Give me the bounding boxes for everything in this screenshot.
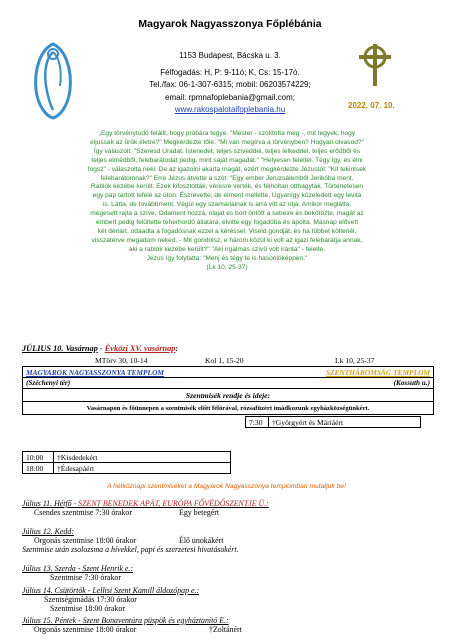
church-right-sub: (Kossuth u.) [255, 378, 433, 389]
day-heading: Július 12. Kedd: [22, 527, 74, 536]
sunday-heading [22, 344, 178, 353]
day-line: Szentmise 18:00 órakor [50, 604, 125, 613]
parish-contact [110, 51, 350, 117]
day-line: Orgonás szentmise 18:00 órakor †Zoltánért [34, 625, 242, 634]
office-hours: Félfogadás: H, P: 9-11ó; K, Cs: 15-17ó. [160, 67, 300, 77]
phone-line: Tel./fax: 06-1-307-6315; mobil: 06203574229; [149, 80, 311, 89]
gospel-line: teljes elmédből, felebarátodat pedig, mint saját magadat." "Helyesen feleltél. Tégy így, és élni [91, 156, 363, 164]
parish-title: Magyarok Nagyasszonya Főplébánia [138, 18, 322, 30]
sunday-sep: - [97, 344, 105, 353]
gospel-line: eljussak az örök életre?" Megkérdezte tőle: "Mi van megírva a törvényben? Hogyan olvasod?" [90, 138, 364, 146]
website-link[interactable]: www.rakospalotaifoplebania.hu [174, 105, 286, 114]
day-block [22, 616, 242, 634]
gospel-line: embert pedig felültette teherhordó állatára, elvitte egy fogadóba és ápolta. Másnap elővett [95, 219, 359, 227]
main-church-schedule [22, 451, 231, 474]
church-right: SZENTHÁROMSÁG TEMPLOM [255, 367, 433, 378]
day-heading: Július 11. Hétfő [22, 499, 72, 508]
trinity-schedule [245, 416, 421, 428]
gospel-reference: (Lk 10, 25-37) [206, 263, 248, 271]
church-left: MAGYAROK NAGYASSZONYA TEMPLOM [23, 367, 256, 378]
mass-intention: †Kisdedekért [54, 452, 231, 463]
day-block [22, 527, 239, 554]
gospel-line: fogsz" - válaszolta neki. De az igazolni akarta magát, ezért megkérdezte Jézustól: "Kit tekintsek [87, 165, 367, 173]
day-line: Orgonás szentmise 18:00 órakor Élő unokákért [34, 536, 224, 545]
day-note: Szentmise után zsolozsma a hívekkel, papi és szerzetesi hivatásokért. [22, 545, 239, 554]
trinity-time: 7:30 [246, 417, 269, 428]
gospel-line: Jézus így folytatta: "Menj és tégy te is hasonlóképpen." [146, 254, 308, 262]
gospel-line: is. Látta, de továbbment. Végül egy szamariainak is arra vitt az útja. Amikor meglátta, [102, 201, 352, 209]
gospel-line: két dénárt, odaadta a fogadósnak ezzel a kéréssel: Viseld gondját, és ha többet költenél, [97, 227, 357, 235]
day-feast: - SZENT BENEDEK APÁT, EURÓPA FŐVÉDŐSZENTJE Ü.: [71, 499, 269, 508]
mass-intention: †Édesapáért [54, 463, 231, 474]
reading-3: Lk 10, 25-37 [335, 356, 375, 365]
gospel-line: aki a rablók kezébe került?" "Aki irgalmas szívű volt iránta" - felelte. [128, 245, 326, 253]
sunday-title: JÚLIUS 10. Vasárnap [22, 344, 98, 353]
reading-1: MTörv 30, 10-14 [95, 356, 148, 365]
day-heading: Július 14. Csütörtök - Lellisi Szent Kamill áldozópap e.: [22, 586, 200, 595]
rosary-note: Vasárnapon és főünnepen a szentmisék előtt félórával, rózsafüzért imádkozunk egyházközségünkért. [23, 402, 434, 415]
parish-address: 1153 Budapest, Bácska u. 3. [179, 51, 281, 60]
sunday-readings [95, 356, 435, 365]
day-line: Csendes szentmise 7:30 órakor Egy betegért [34, 508, 220, 517]
day-line: Szentségimádás 17:30 órakor [44, 595, 137, 604]
weekday-note: A hétköznapi szentmiséket a Magyarok Nagyasszonya templomban mutatjuk be! [107, 483, 346, 490]
reading-2: Kol 1, 15-20 [205, 356, 244, 365]
day-block [22, 564, 133, 582]
day-line: Szentmise 7:30 órakor [50, 573, 122, 582]
gospel-line: egy pap tartott lefelé az úton. Észrevette, de elment mellette. Ugyanígy közeledett egy levita [92, 192, 362, 200]
mass-row [23, 463, 231, 474]
church-left-sub: (Széchenyi tér) [23, 378, 256, 389]
mass-time: 18:00 [23, 463, 54, 474]
gospel-line: „Egy törvénytudó felállt, hogy próbára tegye. "Mester - szólította meg -, mit tegyek, hogy [98, 130, 356, 137]
mass-time: 10:00 [23, 452, 54, 463]
gospel-line: megesett rajta a szíve. Odament hozzá, olajat és bort öntött a sebeire és bekötözte, magát az [90, 210, 364, 218]
gospel-line: Így válaszolt: "Szeresd Uradat, Istenedet, teljes szíveddel, teljes lelkeddel, teljes erődből és [93, 147, 361, 155]
day-heading: Július 13. Szerda - Szent Henrik e.: [22, 564, 134, 573]
madonna-logo [18, 40, 88, 120]
mass-row [23, 452, 231, 463]
bulletin-date: 2022. 07. 10. [348, 101, 395, 110]
email-line: email: rpmnafoplebania@gmail.com; [165, 92, 295, 102]
order-heading: Szentmisék rendje és ideje: [23, 389, 434, 402]
cross-logo [355, 42, 395, 88]
sunday-colon: : [175, 344, 179, 353]
trinity-intention: †Györgyért és Máriáért [269, 417, 421, 428]
day-block [22, 499, 269, 517]
sunday-feast: Évközi XV. vasárnap [104, 344, 176, 353]
day-block [22, 586, 199, 613]
mass-schedule-table [22, 366, 434, 415]
gospel-line: Rablók kezébe került. Ezek kifosztották, véresre verték, és félholtan otthagyták. Történetesen [90, 183, 364, 191]
gospel-line: felebarátomnak?" Erre Jézus átvette a szót: "Egy ember Jeruzsálemből Jerikóba ment. [100, 174, 354, 182]
day-heading: Július 15. Péntek - Szent Bonaventúra püspök és egyháztanító E.: [22, 616, 229, 625]
gospel-line: visszatérve megadom neked. - Mit gondolsz, e három közül ki volt az igazi felebarátja annak, [91, 236, 363, 244]
gospel-text [22, 130, 432, 273]
